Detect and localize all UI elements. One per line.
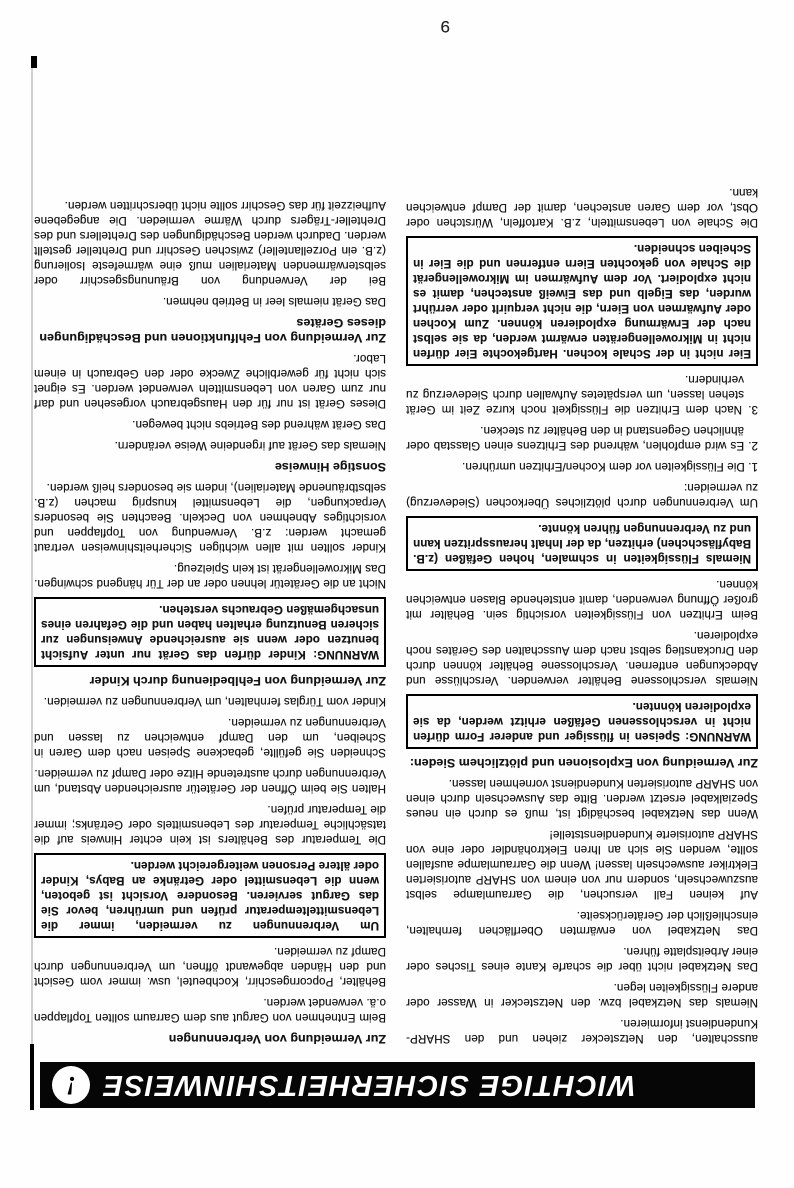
list-item: 3. Nach dem Erhitzen die Flüssigkeit noch kurze Zeit im Gerät stehen lassen, um verspätetes Aufwallen durch Siedeverzug zu verhindern. <box>406 373 758 416</box>
paragraph: Das Gerät während des Betriebs nicht bewegen. <box>132 418 386 431</box>
paragraph: Das Gerät niemals leer in Betrieb nehmen. <box>162 295 386 308</box>
paragraph: Auf keinen Fall versuchen, die Garraumlampe selbst auszuwechseln, sondern nur von einem von SHARP autorisierten Elektriker auswechseln lassen! Wenn die Garraumlampe ausfallen sollte, wenden Sie sich an Ihren Elektrohändler oder eine von SHARP autorisierte Kundendienststelle! <box>406 828 758 901</box>
section-heading: Zur Vermeidung von Verbrennungen <box>168 1032 386 1046</box>
warning-box: Um Verbrennungen zu vermeiden, immer die Lebensmitteltemperatur prüfen und umrühren, bevor Sie das Gargut servieren. Besondere Vorsicht ist geboten, wenn die Lebensmittel oder Getränke an Babys, Kinder oder ältere Personen weitergereicht werden. <box>34 853 386 938</box>
section-heading: Zur Vermeidung von Explosionen und plötzlichem Sieden: <box>409 756 758 770</box>
left-column <box>406 34 758 1046</box>
paragraph: Niemals das Gerät auf irgendeine Weise verändern. <box>114 439 386 452</box>
text-columns <box>34 34 758 1046</box>
section-heading: Sonstige Hinweise <box>274 460 386 474</box>
section-heading: Zur Vermeidung von Fehlbedienung durch Kinder <box>89 674 386 688</box>
section-header-bar <box>40 1062 755 1108</box>
list-item: 2. Es wird empfohlen, während des Erhitzens einen Glasstab oder ähnlichen Gegenstand in den Behälter zu stecken. <box>406 424 758 452</box>
paragraph: Kinder vom Türglas fernhalten, um Verbrennungen zu vermeiden. <box>43 695 386 708</box>
paragraph: Bei der Verwendung von Bräunungsgeschirr oder selbsterwärmenden Materialien muß eine wärmefeste Isolierung (z.B. ein Porzellanteller) zwischen Geschirr und Drehteller gestellt werden. Dadurch werden Beschädigungen des Drehtellers und des Drehteller-Trägers durch Wärme vermieden. Die angegebene Aufheizzeit für das Geschirr sollte nicht überschritten werden. <box>34 199 386 287</box>
paragraph: Halten Sie beim Öffnen der Gerätetür ausreichenden Abstand, um Verbrennungen durch austretende Hitze oder Dampf zu vermeiden. <box>34 767 386 795</box>
paragraph: Die Temperatur des Behälters ist kein echter Hinweis auf die tatsächliche Temperatur des Lebensmittels oder Getränks; immer die Temperatur prüfen. <box>34 803 386 846</box>
scan-edge-line <box>31 64 33 1044</box>
paragraph: Kinder sollten mit allen wichtigen Sicherheitshinweisen vertraut gemacht werden: z.B. Verwendung von Topflappen und vorsichtiges Abnehmen von Deckeln. Beachten Sie besonders Verpackungen, die Lebensmittel knusprig machen (z.B. selbstbräunende Materialien), indem sie besonders heiß werden. <box>34 481 386 554</box>
paragraph: Schneiden Sie gefüllte, gebackene Speisen nach dem Garen in Scheiben, um den Dampf entweichen zu lassen und Verbrennungen zu vermeiden. <box>34 716 386 759</box>
page-number: 9 <box>440 17 450 36</box>
warning-box: WARNUNG: Kinder dürfen das Gerät nur unter Aufsicht benutzen oder wenn sie ausreichende Anweisungen zur sicheren Benutzung erhalten haben und die Gefahren eines unsachgemäßen Gebrauchs verstehen. <box>34 597 386 667</box>
page-title: WICHTIGE SICHERHEITSHINWEISE <box>102 1069 636 1102</box>
paragraph: Nicht an die Gerätetür lehnen oder an der Tür hängend schwingen. Das Mikrowellengerät ist kein Spielzeug. <box>34 562 386 590</box>
paragraph: ausschalten, den Netzstecker ziehen und den SHARP-Kundendienst informieren. <box>406 1017 758 1045</box>
numbered-list <box>406 372 758 474</box>
paragraph: Beim Entnehmen von Gargut aus dem Garraum sollten Topflappen o.ä. verwendet werden. <box>34 996 386 1024</box>
paragraph: Um Verbrennungen durch plötzliches Überkochen (Siedeverzug) zu vermeiden: <box>406 481 758 509</box>
paragraph: Das Netzkabel von erwärmten Oberflächen fernhalten, einschließlich der Geräterückseite. <box>406 909 758 937</box>
warning-box: Niemals Flüssigkeiten in schmalen, hohen Gefäßen (z.B. Babyfläschchen) erhitzen, da der Inhalt herausspritzen kann und zu Verbrennungen führen könnte. <box>406 516 758 571</box>
warning-box: Eier nicht in der Schale kochen. Hartgekochte Eier dürfen nicht in Mikrowellengeräten erwärmt werden, da sie selbst nach der Erwärmung explodieren können. Zum Kochen oder Aufwärmen von Eiern, die nicht verquirlt oder verrührt wurden, das Eigelb und das Eiweiß anstechen, damit es nicht explodiert. Vor dem Aufwärmen im Mikrowellengerät die Schale von gekochten Eiern entfernen und die Eier in Scheiben schneiden. <box>406 236 758 366</box>
section-heading: Zur Vermeidung von Fehlfunktionen und Beschädigungen dieses Gerätes <box>39 316 386 345</box>
warning-box: WARNUNG: Speisen in flüssiger und anderer Form dürfen nicht in verschlossenen Gefäßen erhitzt werden, da sie explodieren könnten. <box>406 694 758 749</box>
paragraph: Niemals verschlossene Behälter verwenden. Verschlüsse und Abdeckungen entfernen. Verschlossene Behälter können durch den Druckanstieg selbst nach dem Ausschalten des Gerätes noch explodieren. <box>406 629 758 687</box>
paragraph: Dieses Gerät ist nur für den Hausgebrauch vorgesehen und darf nur zum Garen von Lebensmitteln verwendet werden. Es eignet sich nicht für gewerbliche Zwecke oder den Gebrauch in einem Labor. <box>34 352 386 410</box>
scan-edge-mark <box>31 56 37 68</box>
paragraph: Das Netzkabel nicht über die scharfe Kante eines Tisches oder einer Arbeitsplatte führen. <box>406 945 758 973</box>
list-item: 1. Die Flüssigkeiten vor dem Kochen/Erhitzen umrühren. <box>461 460 758 473</box>
paragraph: Niemals das Netzkabel bzw. den Netzstecker in Wasser oder andere Flüssigkeiten legen. <box>406 981 758 1009</box>
exclamation-glyph: ! <box>65 1071 77 1100</box>
exclamation-circle-icon <box>52 1066 90 1104</box>
paragraph: Beim Erhitzen von Flüssigkeiten vorsichtig sein. Behälter mit großer Öffnung verwenden, damit entstehende Blasen entweichen können. <box>406 578 758 621</box>
scan-edge-artifact <box>30 1044 34 1110</box>
paragraph: Behälter, Popcorngeschirr, Kochbeutel, usw. immer vom Gesicht und den Händen abgewandt öffnen, um Verbrennungen durch Dampf zu vermeiden. <box>34 945 386 988</box>
paragraph: Wenn das Netzkabel beschädigt ist, muß es durch ein neues Spezialkabel ersetzt werden. Bitte das Auswechseln durch einen von SHARP autorisierten Kundendienst vornehmen lassen. <box>406 777 758 820</box>
paragraph: Die Schale von Lebensmitteln, z.B. Kartoffeln, Würstchen oder Obst, vor dem Garen anstechen, damit der Dampf entweichen kann. <box>406 186 758 229</box>
right-column <box>34 34 386 1046</box>
